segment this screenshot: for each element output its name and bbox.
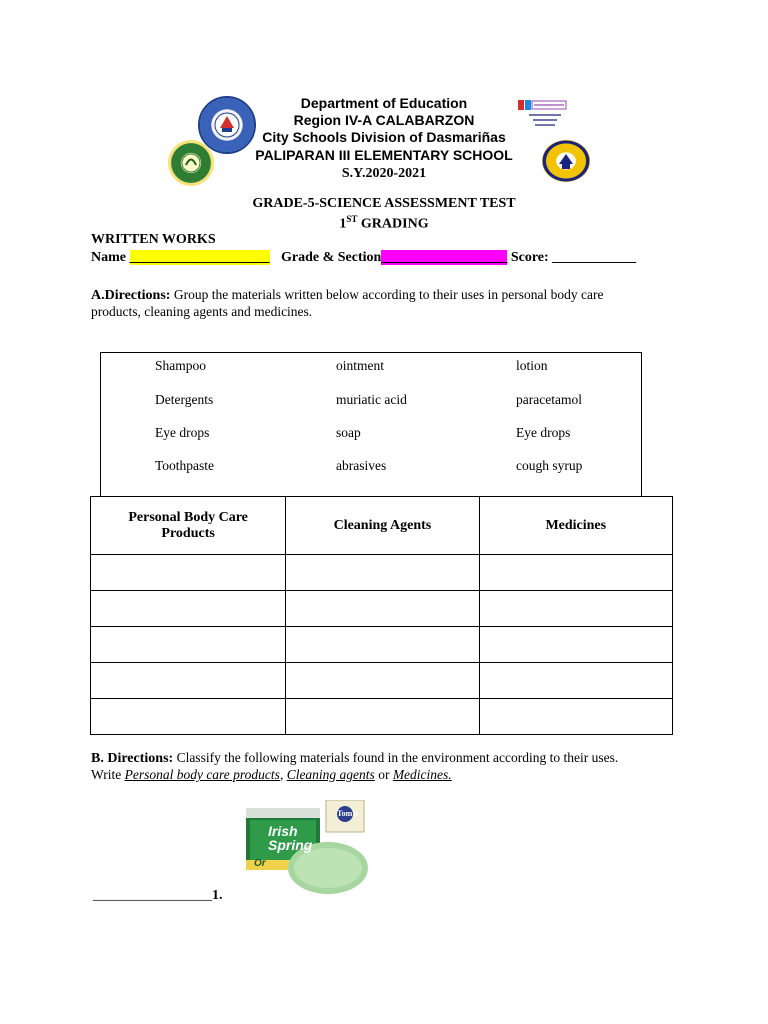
name-blank-field[interactable]: ____________________ <box>129 250 270 265</box>
irish-spring-soap-image <box>244 800 368 898</box>
score-label: Score: <box>510 250 549 265</box>
part-a-text-line2: products, cleaning agents and medicines. <box>91 304 313 319</box>
part-a-text-line1: Group the materials written below according to their uses in personal body care <box>170 287 604 302</box>
table-row <box>91 555 673 591</box>
header-school: PALIPARAN III ELEMENTARY SCHOOL <box>255 147 513 163</box>
table-cell[interactable] <box>479 663 672 699</box>
material-item: Toothpaste <box>155 458 215 473</box>
name-label: Name <box>91 250 126 265</box>
material-item: Eye drops <box>516 425 571 440</box>
part-b-label: B. Directions: <box>91 751 174 766</box>
option-medicines: Medicines. <box>392 767 452 782</box>
material-item: muriatic acid <box>336 392 407 407</box>
option-separator: , <box>279 767 287 782</box>
header-region: Region IV-A CALABARZON <box>293 112 475 128</box>
toms-logo-text: Tom's <box>337 809 358 818</box>
table-row <box>91 663 673 699</box>
header-cleaning-agents: Cleaning Agents <box>286 497 479 555</box>
write-word: Write <box>91 767 125 782</box>
soap-brand-line2: Spring <box>268 837 313 853</box>
header-medicines: Medicines <box>479 497 672 555</box>
written-works-label: WRITTEN WORKS <box>91 232 216 247</box>
grading-superscript: ST <box>346 214 358 224</box>
table-row <box>91 699 673 735</box>
grading-number: 1 <box>339 216 347 232</box>
grade-section-label: Grade & Section <box>281 250 382 265</box>
part-b-directions <box>91 750 618 767</box>
header-department: Department of Education <box>300 95 468 111</box>
item-1-line <box>93 888 223 904</box>
table-cell[interactable] <box>91 555 286 591</box>
header-personal-care <box>91 497 286 555</box>
table-cell[interactable] <box>286 699 479 735</box>
part-b-text-line1: Classify the following materials found in the environment according to their uses. <box>173 750 619 765</box>
table-cell[interactable] <box>479 555 672 591</box>
header-personal-care-text: Personal Body Care Products <box>128 509 248 541</box>
grading-period <box>0 214 768 233</box>
table-cell[interactable] <box>479 699 672 735</box>
material-item: soap <box>336 425 361 440</box>
soap-brand-line1: Irish <box>268 823 298 839</box>
table-row <box>91 627 673 663</box>
table-cell[interactable] <box>286 663 479 699</box>
soap-brand-text <box>268 824 312 852</box>
part-a-directions <box>91 287 603 304</box>
material-item: Eye drops <box>155 425 210 440</box>
material-item: paracetamol <box>516 392 582 407</box>
option-personal-care: Personal body care products <box>124 767 280 782</box>
material-item: Detergents <box>155 392 214 407</box>
option-or-word: or <box>374 767 393 782</box>
item-1-answer-blank[interactable]: _________________ <box>93 888 212 903</box>
table-cell[interactable] <box>286 627 479 663</box>
material-item: abrasives <box>336 458 387 473</box>
part-b-options-line <box>91 767 452 783</box>
table-cell[interactable] <box>479 591 672 627</box>
table-cell[interactable] <box>91 627 286 663</box>
table-header-row <box>91 497 673 555</box>
table-cell[interactable] <box>286 591 479 627</box>
table-cell[interactable] <box>91 663 286 699</box>
table-row <box>91 591 673 627</box>
header-division: City Schools Division of Dasmariñas <box>262 129 506 145</box>
material-item: lotion <box>516 358 548 373</box>
table-cell[interactable] <box>479 627 672 663</box>
student-info-row <box>91 250 636 266</box>
table-cell[interactable] <box>286 555 479 591</box>
classification-table <box>90 496 673 735</box>
grading-word: GRADING <box>357 216 429 232</box>
header-school-year: S.Y.2020-2021 <box>341 166 427 181</box>
option-cleaning-agents: Cleaning agents <box>286 767 375 782</box>
material-item: cough syrup <box>516 458 583 473</box>
soap-sub-text: Or <box>254 858 266 869</box>
table-cell[interactable] <box>91 591 286 627</box>
test-title: GRADE-5-SCIENCE ASSESSMENT TEST <box>252 196 516 211</box>
score-blank-field[interactable]: ____________ <box>552 250 637 265</box>
material-item: ointment <box>336 358 384 373</box>
item-1-number: 1. <box>212 888 223 903</box>
material-item: Shampoo <box>155 358 207 373</box>
table-cell[interactable] <box>91 699 286 735</box>
grade-section-blank-field[interactable]: __________________ <box>381 250 508 265</box>
part-a-label: A.Directions: <box>91 288 171 303</box>
